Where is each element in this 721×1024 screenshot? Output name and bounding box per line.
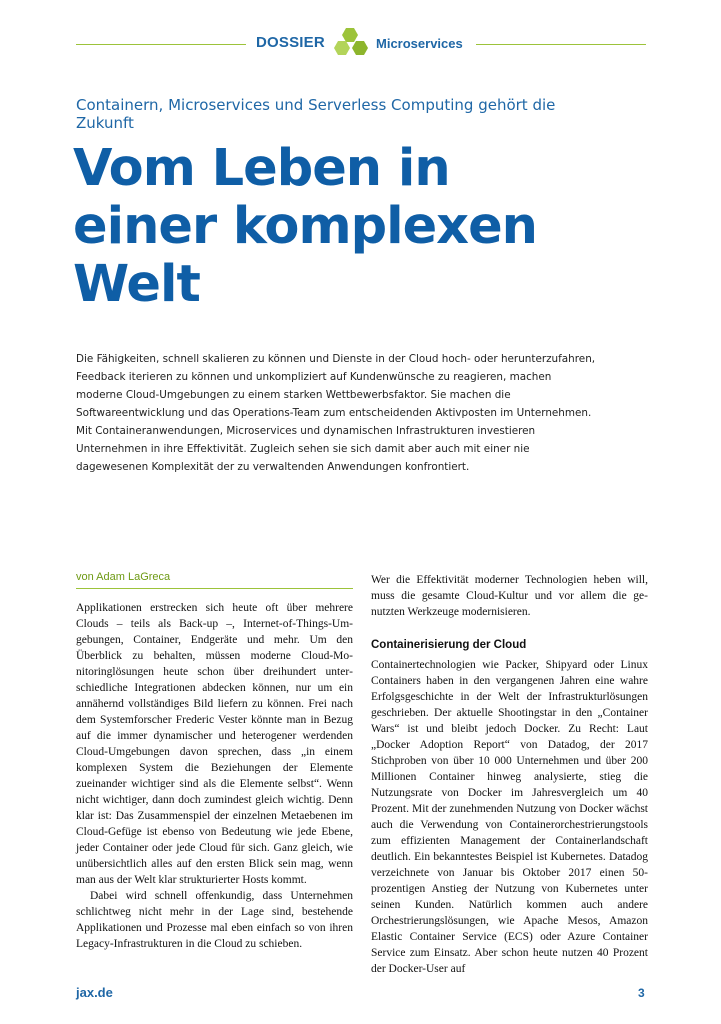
header-rule-right: [476, 44, 646, 45]
page-number: 3: [638, 986, 645, 1000]
title-line: einer komplexen: [73, 197, 537, 256]
byline: von Adam LaGreca: [76, 571, 171, 583]
body-column-right: [371, 572, 648, 977]
footer-site: jax.de: [76, 985, 113, 1000]
body-paragraph: Dabei wird schnell offenkundig, dass Unternehmen schlichtweg nicht mehr in der Lage sind, bestehende Applikationen und Prozesse mal eben einfach so von ihren Legacy-Infrastrukturen in die Cloud zu schieben.: [76, 890, 353, 950]
body-column-left: [76, 600, 353, 952]
header-rule-left: [76, 44, 246, 45]
byline-rule: [76, 588, 353, 589]
article-subtitle: Containern, Microservices und Serverless Computing gehört die Zukunft: [76, 96, 556, 132]
section-heading: Containerisierung der Cloud: [371, 639, 527, 651]
body-paragraph: Applikationen erstrecken sich heute oft über mehrere Clouds – teils als Back-up –, Internet-of-Things-Umgebungen, Container, Endgeräte und mehr. Um den Überblick zu behalten, müssen moderne Cloud-Monitoringlösungen heute schon über dreihundert unterschiedliche Integrationen abdecken können, nur um ein annähernd vollständiges Bild liefern zu können. Frei nach dem Systemforscher Frederic Vester könnte man in Bezug auf die immer dynamischer und heterogener werdenden Cloud-Umgebungen davon sprechen, dass „in einem komplexen System die Beziehungen der Elemente zueinander wichtiger sind als die Elemente selbst“. Wenn nicht wichtiger, dann doch zumindest gleich wichtig. Denn klar ist: Das Zusammenspiel der einzelnen Metaebenen im Cloud-Gefüge ist ebenso von Bedeutung wie jede Ebene, jeder Container oder jede Cloud für sich. Ganz gleich, wie unübersichtlich alles auf den ersten Blick sein mag, wenn man aus der Welt klar strukturierter Hosts kommt.: [76, 602, 353, 886]
title-line: Vom Leben in: [73, 139, 450, 198]
title-line: Welt: [73, 255, 200, 314]
dossier-label: DOSSIER: [256, 34, 325, 51]
body-paragraph: Wer die Effektivität moderner Technologien heben will, muss die gesamte Cloud-Kultur und vor allem die genutzten Werkzeuge modernisieren.: [371, 574, 648, 618]
article-title: [73, 140, 673, 314]
section-label: Microservices: [376, 36, 463, 51]
hexagon-icon-top: [342, 28, 358, 42]
hexagon-cluster-icon: [332, 27, 372, 61]
hexagon-icon-right: [352, 41, 368, 55]
hexagon-icon-left: [334, 41, 350, 55]
lead-paragraph: Die Fähigkeiten, schnell skalieren zu können und Dienste in der Cloud hoch- oder herunterzufahren, Feedback iterieren zu können und unkompliziert auf Kundenwünsche zu reagieren, machen moderne Cloud-Umgebungen zu einem starken Wettbewerbsfaktor. Sie machen die Softwareentwicklung und das Operations-Team zum entscheidenden Aktivposten im Unternehmen. Mit Containeranwendungen, Microservices und dynamischen Infrastrukturen investieren Unternehmen in ihre Effektivität. Zugleich sehen sie sich damit aber auch mit einer nie dagewesenen Komplexität der zu verwaltenden Anwendungen konfrontiert.: [76, 353, 596, 473]
body-paragraph: Containertechnologien wie Packer, Shipyard oder Linux Containers haben in den vergangenen Jahren eine wahre Erfolgsgeschichte in der Welt der Infrastrukturlösungen geschrieben. Der aktuelle Shootingstar in den „Container Wars“ ist und bleibt jedoch Docker. Zu Recht: Laut „Docker Adoption Report“ von Datadog, der 2017 Stichproben von über 10 000 Unternehmen und über 200 Millionen Container hinweg analysierte, stieg die Nutzungsrate von Docker im Jahresvergleich um 40 Prozent. Mit der zunehmenden Nutzung von Docker wächst auch die Verwendung von Containerorchestrierungstools zum effizienten Management der Containerlandschaft deutlich. Ein bekanntestes Beispiel ist Kubernetes. Datadog verzeichnete von Januar bis Oktober 2017 einen 50-prozentigen Anstieg der Nutzung von Kubernetes unter seinen Kunden. Natürlich kommen auch andere Orchestrierungslösungen, wie Apache Mesos, Amazon Elastic Container Service (ECS) oder Azure Container Service zum Einsatz. Aber schon heute nutzen 40 Prozent der Docker-User auf: [371, 659, 648, 975]
